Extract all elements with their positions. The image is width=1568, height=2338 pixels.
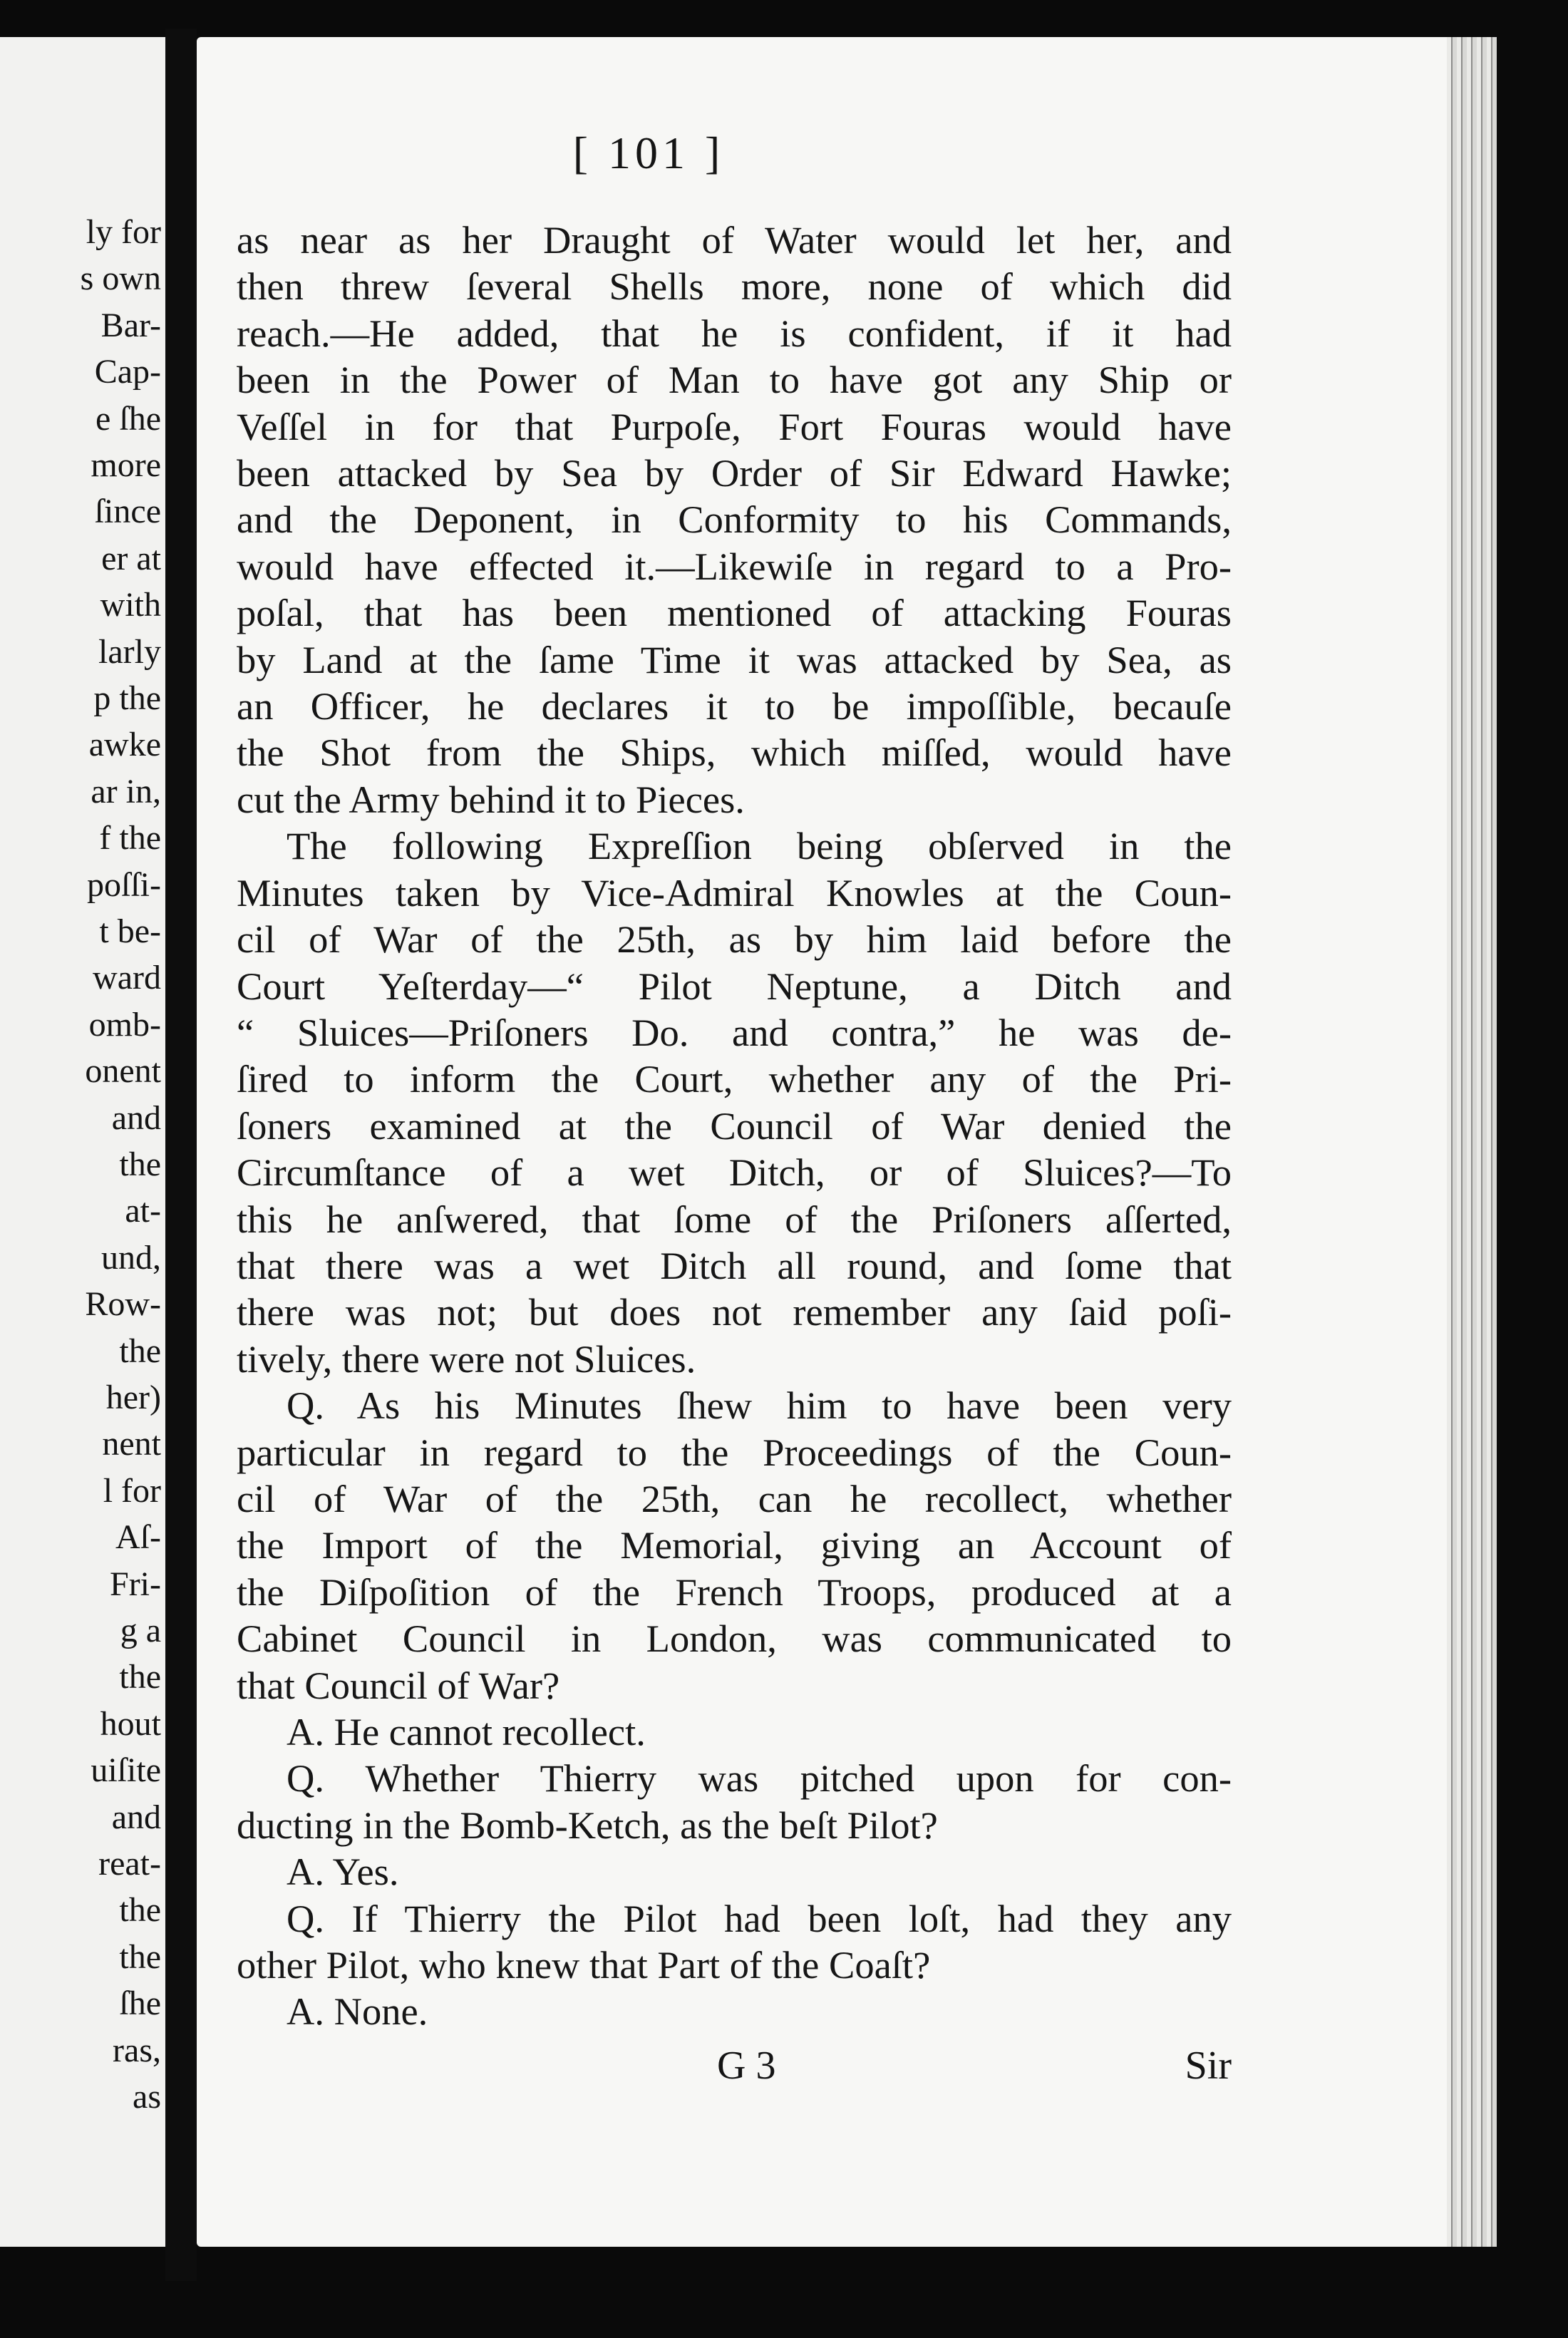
body-text [237, 217, 1232, 2035]
text-line: that there was a wet Ditch all round, and ſome that [237, 1243, 1232, 1287]
text-line: A. None. [287, 1989, 428, 2034]
left-page-fragment: the [119, 1332, 161, 1370]
left-page-fragment: the [119, 1145, 161, 1183]
text-line: the Import of the Memorial, giving an Account of [237, 1523, 1232, 1567]
text-line: tively, there were not Sluices. [237, 1337, 696, 1381]
text-line: been attacked by Sea by Order of Sir Edward Hawke; [237, 451, 1232, 495]
text-line: ſoners examined at the Council of War denied the [237, 1103, 1232, 1148]
text-line: this he anſwered, that ſome of the Priſoners aſſerted, [237, 1197, 1232, 1241]
text-line: ſired to inform the Court, whether any of the Pri- [237, 1057, 1232, 1101]
paragraph-deposition-continued [237, 217, 1232, 823]
text-line: Veſſel in for that Purpoſe, Fort Fouras would have [237, 404, 1232, 448]
left-page-fragment: ly for [86, 213, 161, 251]
page-edges [1447, 37, 1497, 2247]
answer-cannot-recollect [237, 1709, 1232, 1755]
left-page-fragment: onent [85, 1052, 161, 1091]
left-page-fragment: ſhe [119, 1984, 161, 2023]
left-page-fragment: more [91, 446, 161, 484]
left-page-fragment: p the [93, 679, 161, 717]
left-page-fragment: g a [120, 1612, 161, 1649]
left-page-fragment: ar in, [91, 772, 161, 810]
text-line: that Council of War? [237, 1663, 560, 1707]
left-page-fragment: with [100, 586, 161, 624]
left-page-fragment: ras, [113, 2031, 161, 2069]
answer-yes [237, 1848, 1232, 1895]
text-line: Minutes taken by Vice-Admiral Knowles at the Coun- [237, 870, 1232, 915]
left-page-fragment: Aſ- [115, 1518, 161, 1557]
left-page-fragment: l for [103, 1471, 161, 1510]
text-line: A. He cannot recollect. [287, 1710, 646, 1754]
text-line: reach.—He added, that he is confident, if it had [237, 311, 1232, 355]
text-line: particular in regard to the Proceedings of the Coun- [237, 1430, 1232, 1474]
left-page-fragment: e ſhe [96, 399, 161, 438]
left-page-fragment: at- [125, 1192, 161, 1230]
text-line: and the Deponent, in Conformity to his Commands, [237, 498, 1232, 542]
answer-none [237, 1988, 1232, 2034]
left-page-fragment: omb- [88, 1005, 161, 1044]
question-minutes [237, 1382, 1232, 1709]
signature-mark: G 3 [717, 2044, 776, 2088]
left-page-fragment: Row- [85, 1285, 161, 1324]
left-page-fragment: and [111, 1098, 161, 1137]
text-line: an Officer, he declares it to be impoſſible, becauſe [237, 684, 1232, 728]
running-head-page-number: [ 101 ] [572, 128, 725, 178]
left-page-fragment: reat- [98, 1845, 161, 1883]
left-page-fragment: nent [102, 1425, 161, 1463]
left-page-fragment: und, [101, 1238, 161, 1277]
text-line: ducting in the Bomb-Ketch, as the beſt Pilot? [237, 1803, 938, 1847]
left-page-fragment: Fri- [110, 1565, 161, 1603]
text-line: then threw ſeveral Shells more, none of which did [237, 264, 1232, 309]
text-line: other Pilot, who knew that Part of the Coaſt? [237, 1943, 931, 1987]
text-line: Cabinet Council in London, was communicated to [237, 1617, 1232, 1661]
question-other-pilot [237, 1895, 1232, 1989]
left-page-fragment: the [119, 1937, 161, 1976]
text-line: the Diſpoſition of the French Troops, produced at a [237, 1570, 1232, 1614]
text-line: Q. Whether Thierry was pitched upon for con- [287, 1756, 1232, 1801]
left-page-fragment: f the [99, 819, 161, 858]
left-page-fragment: larly [98, 632, 161, 671]
text-line: A. Yes. [287, 1850, 399, 1894]
text-line: Circumſtance of a wet Ditch, or of Sluices?—To [237, 1150, 1232, 1195]
left-page-fragment: awke [88, 726, 161, 764]
left-page-fragment: Cap- [94, 353, 161, 391]
catchword: Sir [1185, 2044, 1232, 2088]
text-line: cut the Army behind it to Pieces. [237, 777, 745, 821]
text-line: “ Sluices—Priſoners Do. and contra,” he was de- [237, 1010, 1232, 1054]
text-line: as near as her Draught of Water would let her, and [237, 218, 1232, 262]
left-page-fragment: t be- [99, 912, 161, 950]
text-line: Q. If Thierry the Pilot had been loſt, had they any [287, 1896, 1232, 1940]
text-line: cil of War of the 25th, as by him laid before the [237, 917, 1232, 962]
left-page-fragment: s own [80, 259, 161, 298]
text-line: Q. As his Minutes ſhew him to have been very [287, 1384, 1232, 1428]
text-line: the Shot from the Ships, which miſſed, would have [237, 731, 1232, 775]
text-line: The following Expreſſion being obſerved in the [287, 824, 1232, 868]
paragraph-expression-observed [237, 823, 1232, 1382]
question-thierry-pilot [237, 1755, 1232, 1848]
left-page-fragment: er at [101, 539, 161, 577]
left-page-fragment: ward [93, 959, 161, 997]
text-line: there was not; but does not remember any ſaid poſi- [237, 1290, 1232, 1334]
book-gutter [165, 29, 197, 2281]
left-page-fragment: Bar- [100, 306, 161, 344]
page-footer [237, 2043, 1232, 2093]
left-page-fragment: her) [105, 1379, 161, 1416]
text-line: by Land at the ſame Time it was attacked by Sea, as [237, 637, 1232, 681]
left-page-fragment: uiſite [91, 1751, 161, 1790]
text-line: would have effected it.—Likewiſe in regard to a Pro- [237, 544, 1232, 588]
left-page-fragment: and [111, 1798, 161, 1836]
left-page-fragment: the [119, 1891, 161, 1930]
left-page-fragment: hout [100, 1704, 161, 1743]
left-page-fragment: the [119, 1658, 161, 1696]
left-facing-page [0, 37, 165, 2247]
left-page-fragment: poſſi- [87, 865, 161, 904]
text-line: poſal, that has been mentioned of attacking Fouras [237, 591, 1232, 635]
left-page-fragment: ſince [94, 493, 161, 531]
left-page-fragment: as [133, 2078, 161, 2116]
text-line: Court Yeſterday—“ Pilot Neptune, a Ditch and [237, 964, 1232, 1008]
text-line: been in the Power of Man to have got any Ship or [237, 358, 1232, 402]
text-line: cil of War of the 25th, can he recollect, whether [237, 1476, 1232, 1520]
